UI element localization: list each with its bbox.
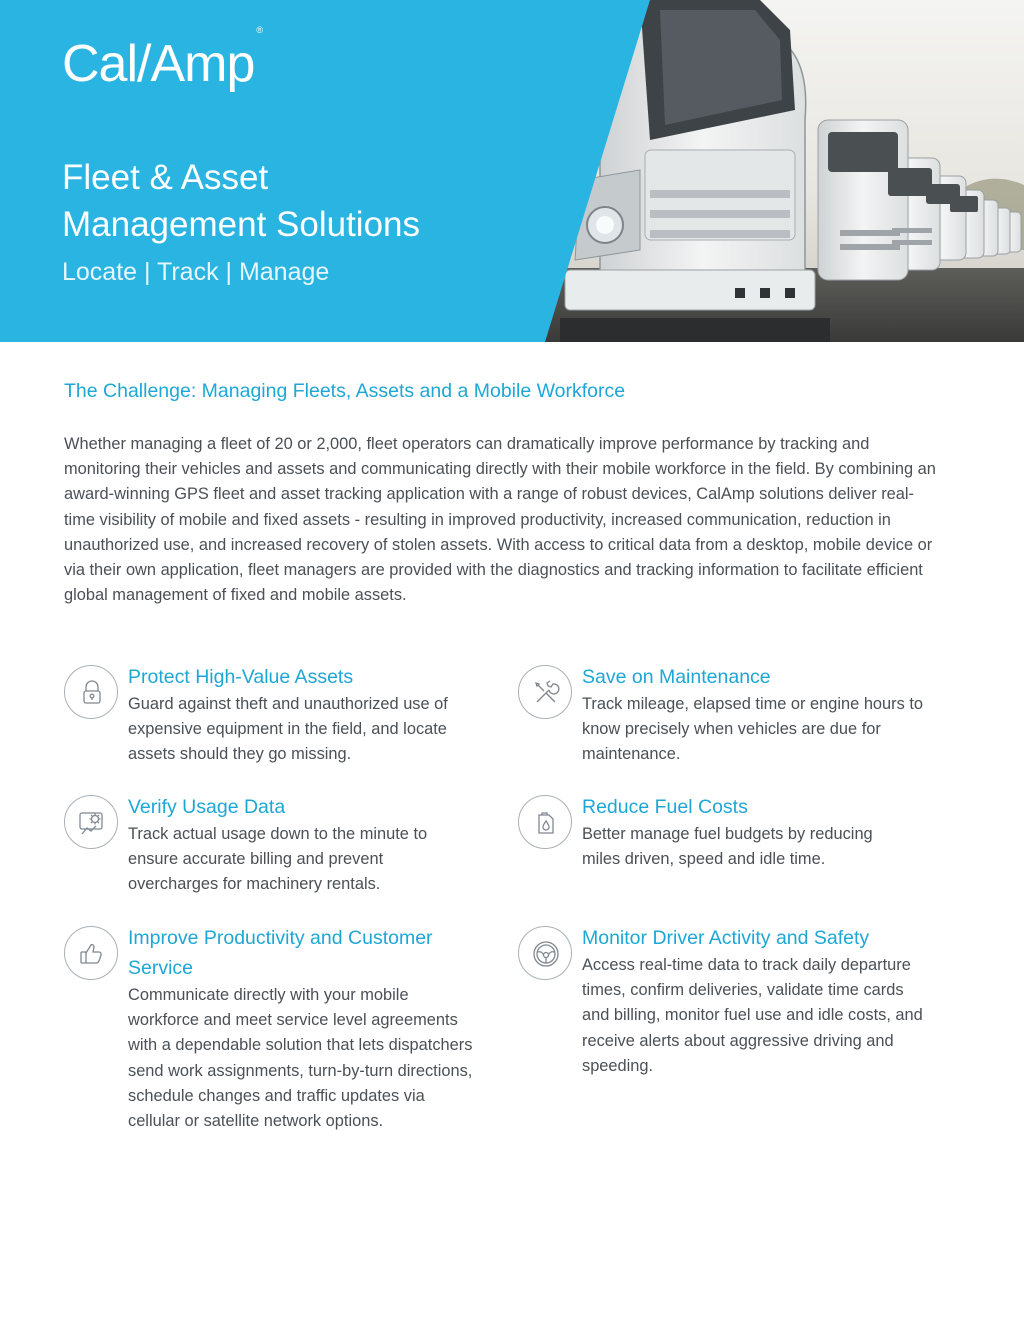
page-title (62, 154, 522, 248)
feature-description: Guard against theft and unauthorized use of expensive equipment in the field, and locate assets should they go missing. (128, 695, 448, 764)
feature-description: Track actual usage down to the minute to ensure accurate billing and prevent overcharges for machinery rentals. (128, 825, 428, 894)
challenge-heading: The Challenge: Managing Fleets, Assets and a Mobile Workforce (64, 380, 626, 402)
page-title-line-1: Fleet & Asset (62, 158, 269, 197)
feature-title: Save on Maintenance (582, 666, 771, 688)
wrench-screwdriver-icon (518, 665, 572, 719)
feature-description: Communicate directly with your mobile workforce and meet service level agreements with a dependable solution that lets dispatchers send work assignments, turn-by-turn directions, schedule changes and traffic updates via cellular or satellite network options. (128, 986, 473, 1131)
feature-title: Protect High-Value Assets (128, 666, 354, 688)
feature-description: Better manage fuel budgets by reducing miles driven, speed and idle time. (582, 825, 873, 869)
fuel-can-icon (518, 795, 572, 849)
feature-description: Track mileage, elapsed time or engine hours to know precisely when vehicles are due for maintenance. (582, 695, 924, 764)
registered-mark: ® (256, 24, 263, 35)
challenge-paragraph: Whether managing a fleet of 20 or 2,000, fleet operators can dramatically improve performance by tracking and monitoring their vehicles and assets and communicating directly with their mobile workforce in the field. By combining an award-winning GPS fleet and asset tracking application with a range of robust devices, CalAmp solutions deliver real-time visibility of mobile and fixed assets - resulting in improved productivity, increased communication, reduction in unauthorized use, and increased recovery of stolen assets. With access to critical data from a desktop, mobile device or via their own application, fleet managers are provided with the diagnostics and tracking information to facilitate efficient global management of fixed and mobile assets. (64, 435, 936, 605)
feature-title: Monitor Driver Activity and Safety (582, 927, 870, 949)
lock-icon (64, 665, 118, 719)
feature-title: Reduce Fuel Costs (582, 796, 748, 818)
page-title-line-2: Management Solutions (62, 205, 420, 244)
thumbs-up-icon (64, 926, 118, 980)
steering-wheel-icon (518, 926, 572, 980)
feature-description: Access real-time data to track daily departure times, confirm deliveries, validate time cards and billing, monitor fuel use and idle costs, and receive alerts about aggressive driving and speeding. (582, 956, 923, 1075)
header-banner (0, 0, 1024, 342)
calamp-logo (62, 24, 263, 93)
feature-title: Improve Productivity and Customer Service (128, 927, 433, 979)
tagline: Locate | Track | Manage (62, 258, 330, 286)
feature-title: Verify Usage Data (128, 796, 286, 818)
gear-chart-icon (64, 795, 118, 849)
logo-text: Cal/Amp (62, 35, 255, 93)
